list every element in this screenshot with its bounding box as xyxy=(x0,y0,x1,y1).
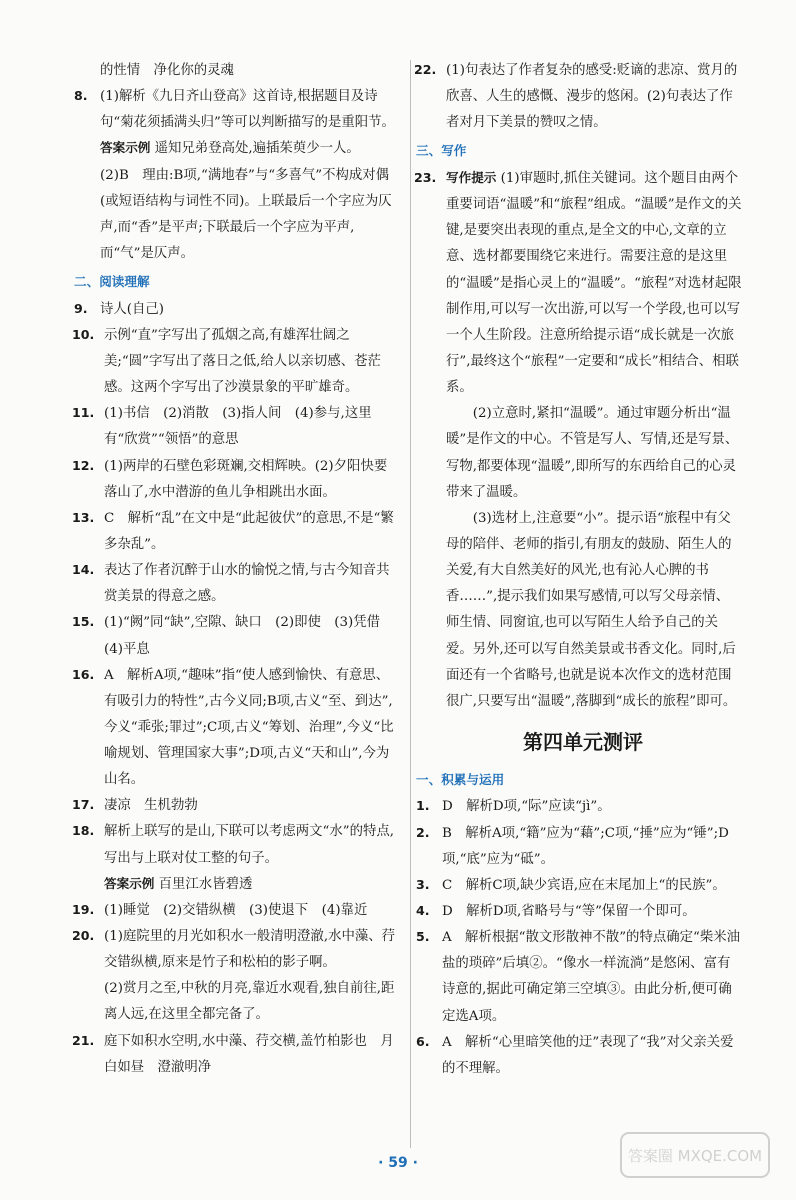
unit-title: 第四单元测评 xyxy=(523,729,643,754)
question-10: 10. 示例“直”字写出了孤烟之高,有雄浑壮阔之美;“圆”字写出了落日之低,给人以亲切感、苍茫感。这两个字写出了沙漠景象的平旷雄奇。 xyxy=(72,326,381,396)
question-16: 16. A 解析A项,“趣味”指“使人感到愉快、有意思、有吸引力的特性”,古今义同;B项,古义“至、到达”,今义“乖张;罪过”;C项,古义“筹划、治理”,今义“比喻规划、管理国家大事”;D项,古义“天和山”,今为山名。 xyxy=(72,666,394,788)
section-heading-reading: 二、阅读理解 xyxy=(74,274,150,290)
page-number: · 59 · xyxy=(378,1155,418,1171)
question-23: 23. 写作提示 (1)审题时,抓住关键词。这个题目由两个重要词语“温暖”和“旅程”组成。“温暖”是作文的关键,是要突出表现的重点,是全文的中心,文章的立意、选材都要围绕它来进行。需要注意的是这里的“温暖”是指心灵上的“温暖”。“旅程”对选材起限制作用,可以写一次出游,可以写一个学段,也可以写一个人生阶段。注意所给提示语“成长就是一次旅行”,最终这个“旅程”一定要和“成长”相结合、相联系。 (2)立意时,紧扣“温暖”。通过审题分析出“温暖”是作文的中心。不管是写人、写情,还是写景、写物,都要体现“温暖”,即所写的东西给自己的心灵带来了温暖。 (3)选材上,注意要“小”。提示语“旅程中有父母的陪伴、老师的指引,有朋友的鼓励、陌生人的关爱,有大自然美好的风光,也有沁人心脾的书香……”,提示我们如果写感情,可以写父母亲情、师生情、同窗谊,也可以写陌生人给予自己的关爱。另外,还可以写自然美景或书香文化。同时,后面还有一个省略号,也就是说本次作文的选材范围很广,只要写出“温暖”,落脚到“成长的旅程”即可。 xyxy=(414,169,742,709)
continued-line: 的性情 净化你的灵魂 xyxy=(100,63,234,78)
question-9: 9. 诗人(自己) xyxy=(74,300,165,317)
unit4-question-3: 3. C 解析C项,缺少宾语,应在末尾加上“的民族”。 xyxy=(416,876,726,893)
question-22: 22. (1)句表达了作者复杂的感受:贬谪的悲凉、赏月的欣喜、人生的感慨、漫步的悠闲。(2)句表达了作者对月下美景的赞叹之情。 xyxy=(414,62,738,131)
unit4-question-4: 4. D 解析D项,省略号与“等”保留一个即可。 xyxy=(416,903,696,920)
question-14: 14. 表达了作者沉醉于山水的愉悦之情,与古今知音共赏美景的得意之感。 xyxy=(72,562,390,605)
svg-text:答案圈 MXQE.COM: 答案圈 MXQE.COM xyxy=(627,1147,763,1165)
unit4-question-1: 1. D 解析D项,“际”应读“jì”。 xyxy=(416,798,611,815)
section-heading-writing: 三、写作 xyxy=(416,143,467,159)
unit4-question-5: 5. A 解析根据“散文形散神不散”的特点确定“柴米油盐的琐碎”后填②。“像水一样流淌”是悠闲、富有诗意的,据此可确定第三空填③。由此分析,便可确定选A项。 xyxy=(416,929,741,1024)
column-divider xyxy=(410,60,411,1148)
watermark-logo-icon xyxy=(620,1132,770,1178)
right-column xyxy=(414,58,742,1082)
section-heading-accumulation: 一、积累与运用 xyxy=(416,771,505,787)
question-8: 8. (1)解析《九日齐山登高》这首诗,根据题目及诗句“菊花须插满头归”等可以判断描写的是重阳节。 答案示例 遥知兄弟登高处,遍插茱萸少一人。 (2)B 理由:B项,“满地春”与“多喜气”不构成对偶(或短语结构与词性不同)。上联最后一个字应为仄声,而“香”是平声;下联最后一个字应为平声,而“气”是仄声。 xyxy=(74,88,395,261)
unit4-question-6: 6. A 解析“心里暗笑他的迂”表现了“我”对父亲关爱的不理解。 xyxy=(416,1033,734,1076)
question-21: 21. 庭下如积水空明,水中藻、荇交横,盖竹柏影也 月白如昼 澄澈明净 xyxy=(72,1032,394,1075)
question-19: 19. (1)睡觉 (2)交错纵横 (3)使退下 (4)靠近 xyxy=(72,901,368,918)
question-12: 12. (1)两岸的石壁色彩斑斓,交相辉映。(2)夕阳快要落山了,水中潜游的鱼儿争相跳出水面。 xyxy=(72,457,388,500)
question-11: 11. (1)书信 (2)消散 (3)指人间 (4)参与,这里有“欣赏”“领悟”的意思 xyxy=(72,405,372,448)
question-13: 13. C 解析“乱”在文中是“此起彼伏”的意思,不是“繁多杂乱”。 xyxy=(72,509,394,552)
question-20: 20. (1)庭院里的月光如积水一般清明澄澈,水中藻、荇交错纵横,原来是竹子和松柏的影子啊。 (2)赏月之至,中秋的月亮,靠近水观看,独自前往,距离人远,在这里全都完备了。 xyxy=(72,928,396,1023)
question-17: 17. 凄凉 生机勃勃 xyxy=(72,797,198,814)
left-column xyxy=(72,58,398,1081)
question-18: 18. 解析上联写的是山,下联可以考虑两文“水”的特点,写出与上联对仗工整的句子。 答案示例 百里江水皆碧透 xyxy=(72,823,395,892)
question-15: 15. (1)“阙”同“缺”,空隙、缺口 (2)即使 (3)凭借 (4)平息 xyxy=(72,614,381,657)
unit4-question-2: 2. B 解析A项,“籍”应为“藉”;C项,“捶”应为“锤”;D项,“底”应为“砥”。 xyxy=(416,824,729,867)
